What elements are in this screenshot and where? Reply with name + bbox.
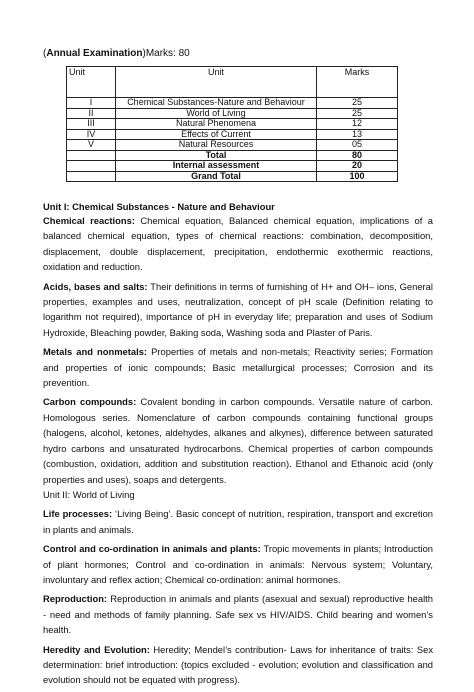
section-head: Chemical reactions: xyxy=(43,215,135,226)
exam-heading xyxy=(43,48,190,60)
section-body: Properties of metals and non-metals; Reactivity series; Formation and properties of ionic compounds; Basic metallurgical processes; Corrosion and its prevention. xyxy=(43,346,434,389)
syllabus-content xyxy=(43,200,433,692)
unit-marks: 05 xyxy=(317,140,398,151)
section-head: Heredity and Evolution: xyxy=(43,643,150,655)
total-marks: 80 xyxy=(317,150,398,161)
grand-total-marks: 100 xyxy=(317,171,398,182)
table-row xyxy=(67,129,398,140)
section-head: Carbon compounds: xyxy=(43,396,137,408)
header-unit-no: Unit xyxy=(67,67,116,98)
section-body: Covalent bonding in carbon compounds. Versatile nature of carbon. Homologous series. Nomenclature of carbon compounds containing functional groups (halogens, alcohol, ketones, aldehydes, alkanes and alkynes), difference between saturated hydro carbons and unsaturated hydrocarbons. Chemical properties of carbon compounds (combustion, oxidation, addition and substitution reaction). Ethanol and Ethanoic acid (only properties and uses), soaps and detergents. xyxy=(43,396,433,485)
unit-marks: 13 xyxy=(317,129,398,140)
unit-no: II xyxy=(67,108,116,119)
header-marks: Marks xyxy=(317,67,398,98)
section-body: Heredity; Mendel’s contribution- Laws for inheritance of traits: Sex determination: brief introduction: (topics excluded - evolution; evolution and classification and evolution should not be equated with progress). xyxy=(43,643,434,686)
table-row xyxy=(67,108,398,119)
section-body: ‘Living Being’. Basic concept of nutrition, respiration, transport and excretion in plants and animals. xyxy=(43,508,433,535)
unit1-title: Unit I: Chemical Substances - Nature and Behaviour xyxy=(43,201,275,212)
internal-marks: 20 xyxy=(317,161,398,172)
unit2-section xyxy=(43,506,433,537)
unit-name: Natural Resources xyxy=(116,140,317,151)
total-row xyxy=(67,150,398,161)
section-body: Tropic movements in plants; Introduction of plant hormones; Control and co-ordination in animals: Nervous system; Voluntary, involuntary and reflex action; Chemical co-ordination: animal hormones. xyxy=(43,543,433,585)
unit2-title: Unit II: World of Living xyxy=(43,488,135,500)
section-body: Reproduction in animals and plants (asexual and sexual) reproductive health - need and methods of family planning. Safe sex vs HIV/AIDS. Child bearing and women’s health. xyxy=(43,593,433,636)
unit-no: V xyxy=(67,140,116,151)
internal-label: Internal assessment xyxy=(116,161,317,172)
unit1-section xyxy=(43,394,433,486)
unit2-section xyxy=(43,541,433,587)
grand-total-label: Grand Total xyxy=(116,171,317,182)
section-head: Control and co-ordination in animals and plants: xyxy=(43,543,261,555)
exam-paren-close: ) xyxy=(142,48,146,59)
total-empty-cell xyxy=(67,150,116,161)
unit-no: I xyxy=(67,98,116,109)
total-label: Total xyxy=(116,150,317,161)
header-unit-name: Unit xyxy=(116,67,317,98)
grand-empty-cell xyxy=(67,171,116,182)
table-header-row xyxy=(67,67,398,98)
internal-assessment-row xyxy=(67,161,398,172)
unit1-section xyxy=(43,279,433,341)
unit-name: World of Living xyxy=(116,108,317,119)
table-row xyxy=(67,140,398,151)
marks-table xyxy=(66,66,398,182)
internal-empty-cell xyxy=(67,161,116,172)
unit-name: Effects of Current xyxy=(116,129,317,140)
exam-title: Annual Examination xyxy=(46,48,143,59)
grand-total-row xyxy=(67,171,398,182)
exam-paren-open: ( xyxy=(43,48,47,59)
unit2-section xyxy=(43,591,433,637)
section-head: Life processes: xyxy=(43,508,113,520)
unit-marks: 25 xyxy=(317,98,398,109)
section-head: Metals and nonmetals: xyxy=(43,346,148,358)
exam-marks-label: Marks: 80 xyxy=(145,48,190,59)
unit-name: Chemical Substances-Nature and Behaviour xyxy=(116,98,317,109)
section-body: Their definitions in terms of furnishing of H+ and OH– ions, General properties, examples and uses, neutralization, concept of pH scale (Definition relating to logarithm not required), importance of pH in everyday life; preparation and uses of Sodium Hydroxide, Bleaching powder, Baking soda, Washing soda and Plaster of Paris. xyxy=(43,280,433,338)
section-body: Chemical equation, Balanced chemical equation, implications of a balanced chemical equation, types of chemical reactions: combination, decomposition, displacement, double displacement, precipitation, endothermic exothermic reactions, oxidation and reduction. xyxy=(43,215,433,273)
unit-no: IV xyxy=(67,129,116,140)
unit2-section xyxy=(43,642,433,688)
unit-marks: 25 xyxy=(317,108,398,119)
table-row xyxy=(67,98,398,109)
unit-name: Natural Phenomena xyxy=(116,119,317,130)
unit-no: III xyxy=(67,119,116,130)
unit-marks: 12 xyxy=(317,119,398,130)
section-head: Acids, bases and salts: xyxy=(43,280,148,292)
table-row xyxy=(67,119,398,130)
section-head: Reproduction: xyxy=(43,593,108,605)
unit1-section xyxy=(43,344,433,390)
unit1-section xyxy=(43,213,433,275)
